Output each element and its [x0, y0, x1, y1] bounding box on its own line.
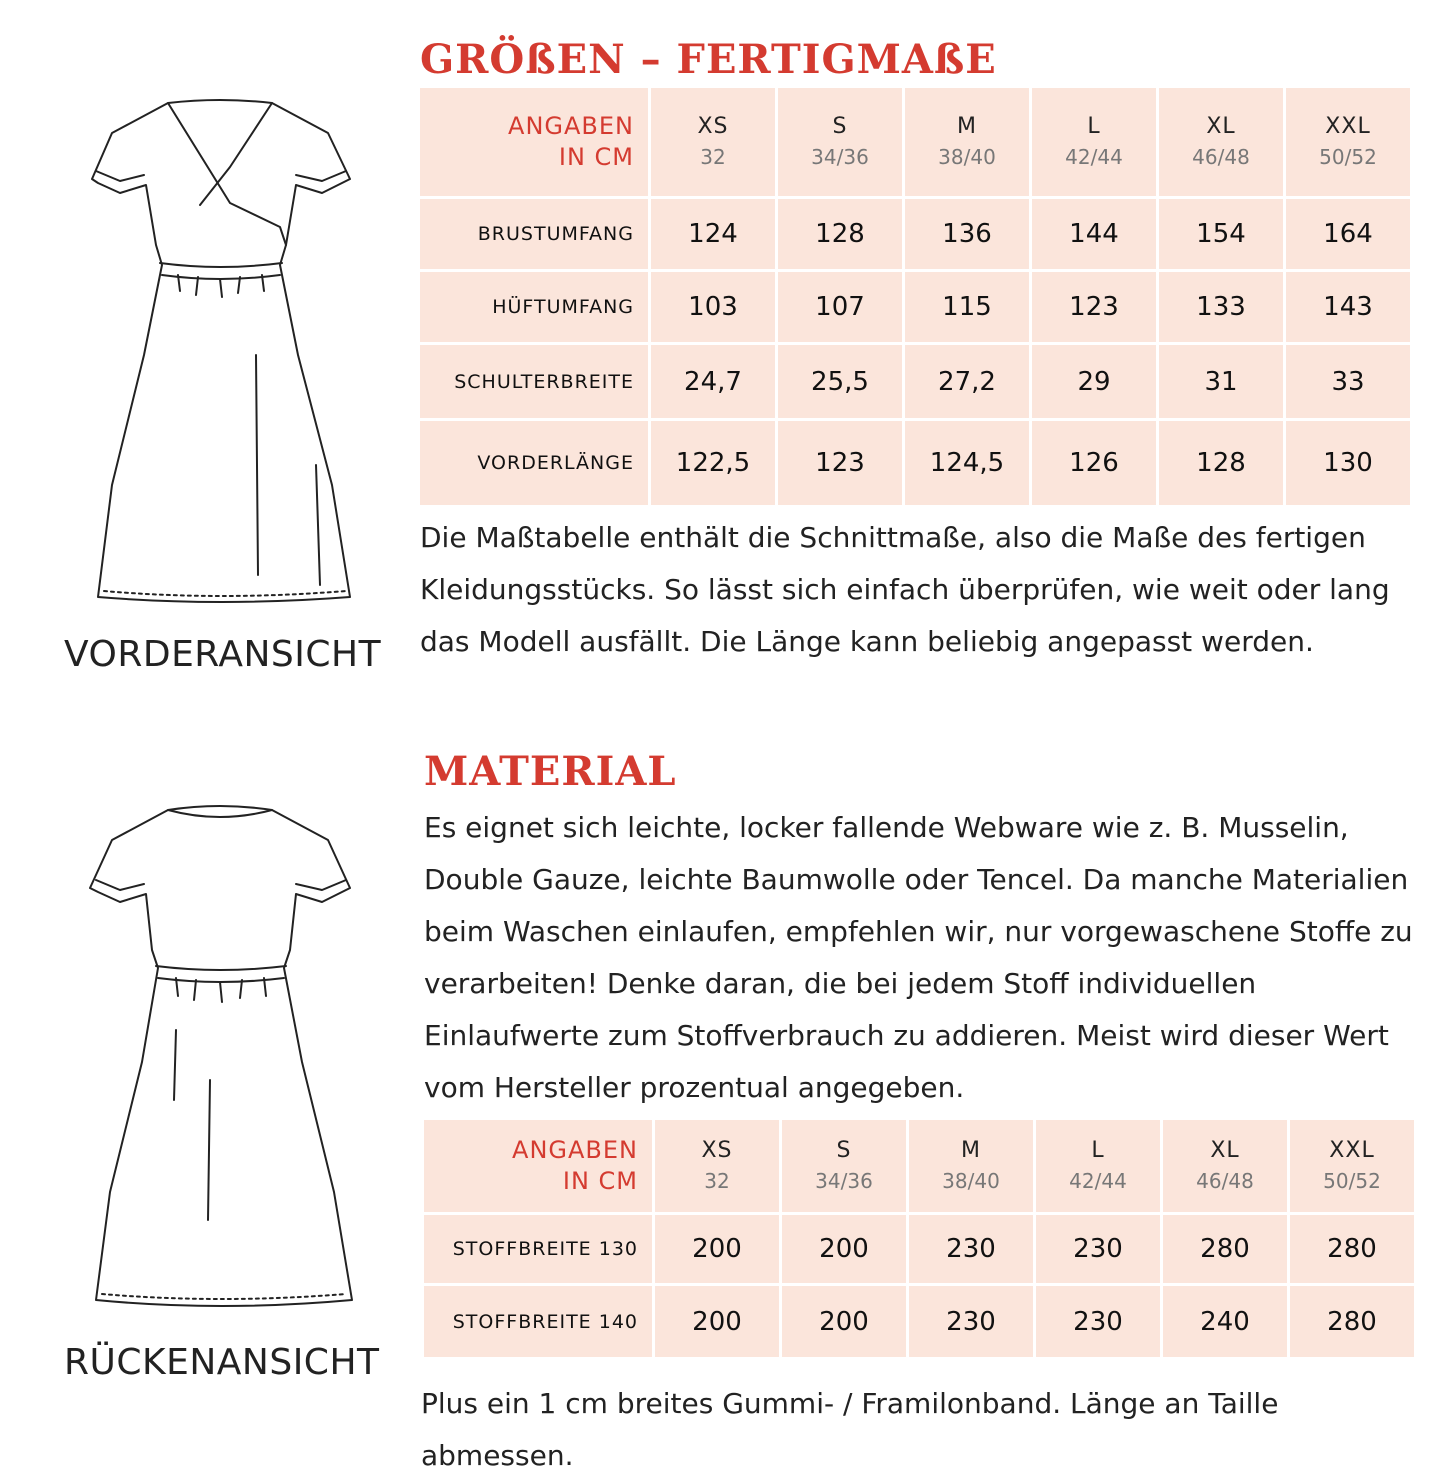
dress-front-illustration: [80, 95, 360, 615]
size-header-m: [905, 88, 1029, 196]
table-cell: 25,5: [778, 345, 902, 418]
back-view-caption: RÜCKENANSICHT: [64, 1342, 380, 1383]
size-code: S: [836, 1138, 852, 1163]
table-cell: 130: [1286, 421, 1410, 505]
table-cell: 200: [655, 1215, 779, 1283]
dress-back-illustration: [80, 800, 360, 1320]
size-number: 50/52: [1323, 1169, 1381, 1193]
row-label-brustumfang: BRUSTUMFANG: [420, 199, 648, 269]
table-cell: 107: [778, 272, 902, 342]
table-cell: 126: [1032, 421, 1156, 505]
header-label-line1: ANGABEN: [512, 1136, 638, 1164]
row-label-vorderlaenge: VORDERLÄNGE: [420, 421, 648, 505]
size-code: XS: [701, 1138, 733, 1163]
size-header-m: [909, 1120, 1033, 1212]
size-code: XS: [697, 114, 729, 139]
elastic-band-note: Plus ein 1 cm breites Gummi- / Framilonband. Länge an Taille abmessen.: [421, 1387, 1279, 1472]
table-cell: 280: [1163, 1215, 1287, 1283]
size-header-xl: [1159, 88, 1283, 196]
fabric-consumption-table: [424, 1120, 1414, 1357]
size-number: 46/48: [1192, 145, 1250, 169]
table-cell: 154: [1159, 199, 1283, 269]
size-header-xs: [651, 88, 775, 196]
table-cell: 280: [1290, 1215, 1414, 1283]
table-cell: 122,5: [651, 421, 775, 505]
size-code: S: [832, 114, 848, 139]
size-header-xs: [655, 1120, 779, 1212]
row-label-schulterbreite: SCHULTERBREITE: [420, 345, 648, 418]
size-number: 34/36: [811, 145, 869, 169]
size-code: M: [961, 1138, 981, 1163]
table-cell: 103: [651, 272, 775, 342]
table-cell: 230: [1036, 1286, 1160, 1357]
size-number: 38/40: [942, 1169, 1000, 1193]
size-number: 34/36: [815, 1169, 873, 1193]
row-label-stoffbreite-130: STOFFBREITE 130: [424, 1215, 652, 1283]
table-cell: 27,2: [905, 345, 1029, 418]
size-number: 46/48: [1196, 1169, 1254, 1193]
size-header-xxl: [1290, 1120, 1414, 1212]
size-code: L: [1087, 114, 1101, 139]
size-header-xl: [1163, 1120, 1287, 1212]
front-view-caption: VORDERANSICHT: [64, 634, 382, 675]
table-cell: 164: [1286, 199, 1410, 269]
material-heading: MATERIAL: [424, 748, 677, 795]
table-cell: 128: [778, 199, 902, 269]
finished-measurements-table: [420, 88, 1410, 506]
table-cell: 280: [1290, 1286, 1414, 1357]
table-cell: 133: [1159, 272, 1283, 342]
table-header-label: [420, 88, 648, 196]
sizes-heading: GRÖßEN – FERTIGMAßE: [420, 36, 997, 83]
size-header-xxl: [1286, 88, 1410, 196]
size-number: 32: [704, 1169, 730, 1193]
table-cell: 128: [1159, 421, 1283, 505]
table-cell: 230: [909, 1215, 1033, 1283]
table-cell: 115: [905, 272, 1029, 342]
table-cell: 200: [782, 1286, 906, 1357]
table-cell: 124,5: [905, 421, 1029, 505]
table-cell: 200: [655, 1286, 779, 1357]
table-cell: 230: [909, 1286, 1033, 1357]
table-cell: 240: [1163, 1286, 1287, 1357]
size-code: XXL: [1329, 1138, 1375, 1163]
table-cell: 29: [1032, 345, 1156, 418]
size-code: M: [957, 114, 977, 139]
table-cell: 24,7: [651, 345, 775, 418]
table-cell: 124: [651, 199, 775, 269]
row-label-stoffbreite-140: STOFFBREITE 140: [424, 1286, 652, 1357]
material-description: Es eignet sich leichte, locker fallende Webware wie z. B. Musselin, Double Gauze, leichte Baumwolle oder Tencel. Da manche Materialien beim Waschen einlaufen, empfehlen wir, nur vorgewaschene Stoffe zu verarbeiten! Denke daran, die bei jedem Stoff individuellen Einlaufwerte zum Stoffverbrauch zu addieren. Meist wird dieser Wert vom Hersteller prozentual angegeben.: [424, 811, 1413, 1104]
table-cell: 144: [1032, 199, 1156, 269]
table-cell: 123: [778, 421, 902, 505]
size-code: XXL: [1325, 114, 1371, 139]
size-number: 42/44: [1069, 1169, 1127, 1193]
row-label-hueftumfang: HÜFTUMFANG: [420, 272, 648, 342]
size-number: 50/52: [1319, 145, 1377, 169]
size-number: 32: [700, 145, 726, 169]
table-cell: 33: [1286, 345, 1410, 418]
size-code: XL: [1210, 1138, 1240, 1163]
size-number: 38/40: [938, 145, 996, 169]
size-code: XL: [1206, 114, 1236, 139]
header-label-line1: ANGABEN: [508, 112, 634, 140]
table-cell: 230: [1036, 1215, 1160, 1283]
measurements-note: Die Maßtabelle enthält die Schnittmaße, also die Maße des fertigen Kleidungsstücks. So lässt sich einfach überprüfen, wie weit oder lang das Modell ausfällt. Die Länge kann beliebig angepasst werden.: [420, 521, 1390, 658]
size-header-s: [782, 1120, 906, 1212]
size-number: 42/44: [1065, 145, 1123, 169]
size-header-s: [778, 88, 902, 196]
table-header-label: [424, 1120, 652, 1212]
size-code: L: [1091, 1138, 1105, 1163]
header-label-line2: IN CM: [562, 1167, 638, 1195]
table-cell: 200: [782, 1215, 906, 1283]
header-label-line2: IN CM: [558, 143, 634, 171]
table-cell: 143: [1286, 272, 1410, 342]
table-cell: 123: [1032, 272, 1156, 342]
table-cell: 31: [1159, 345, 1283, 418]
size-header-l: [1036, 1120, 1160, 1212]
table-cell: 136: [905, 199, 1029, 269]
size-header-l: [1032, 88, 1156, 196]
